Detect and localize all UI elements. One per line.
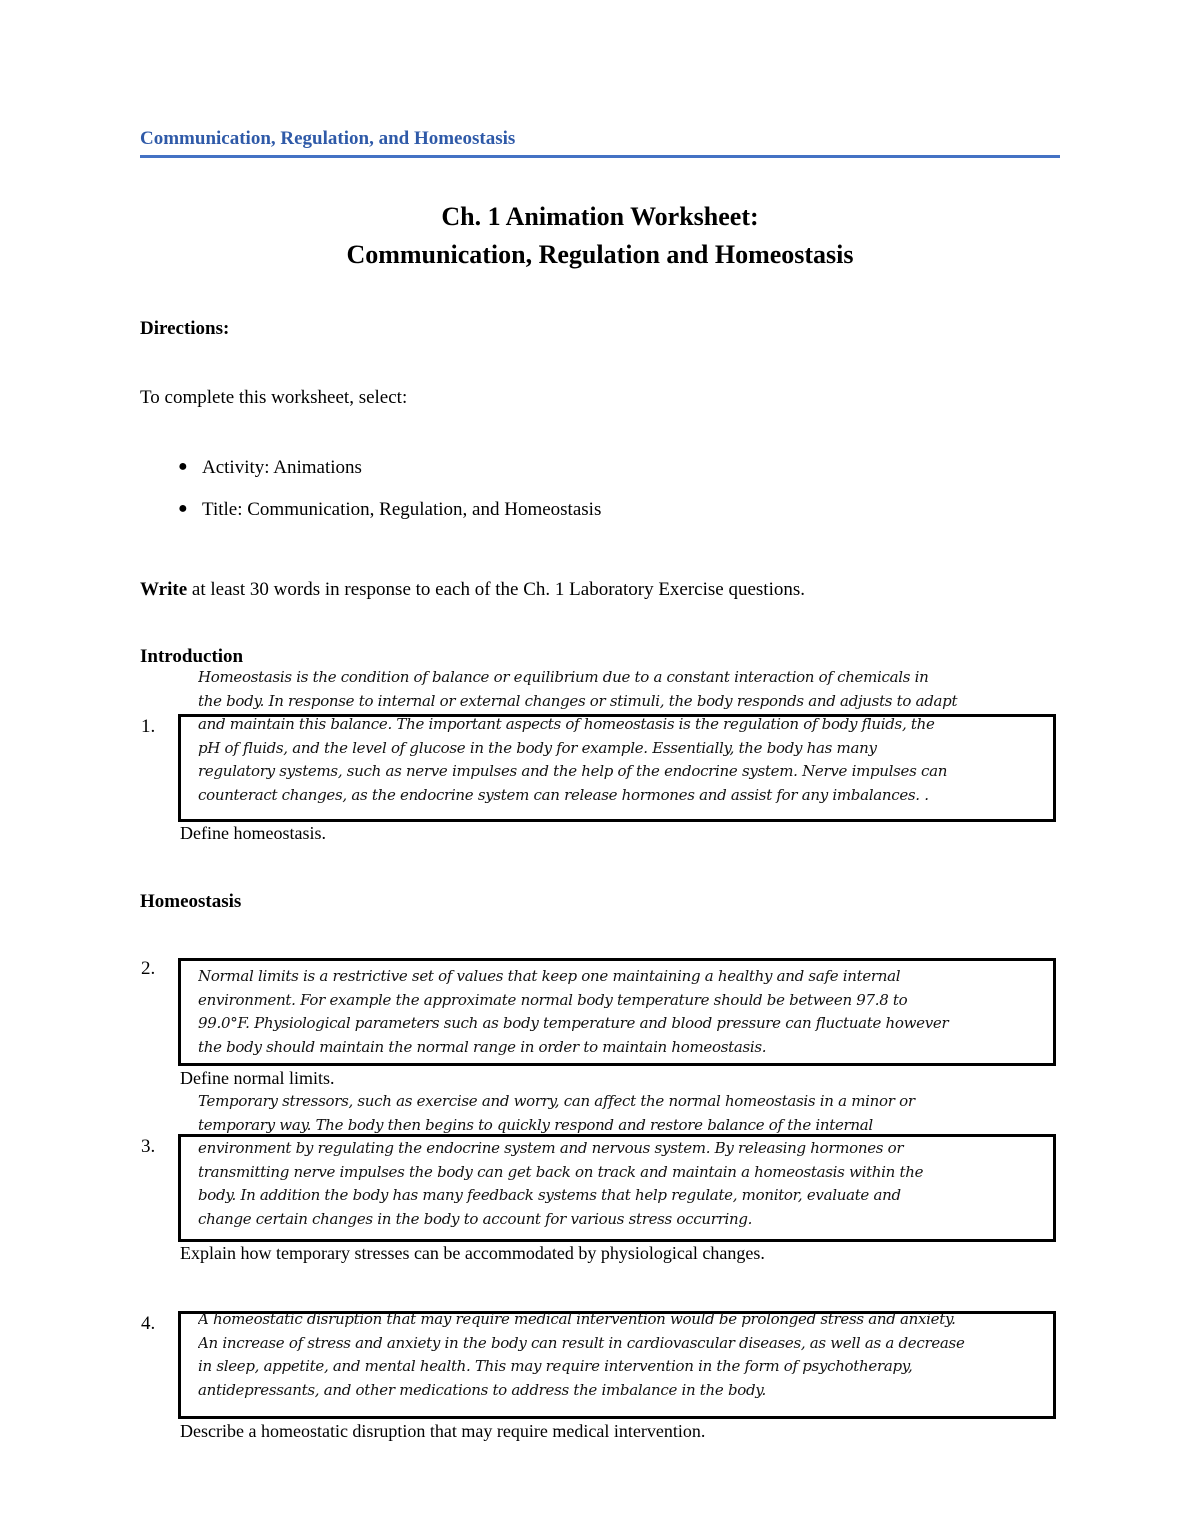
directions-bullet-list: [178, 457, 601, 541]
answer-line: in sleep, appetite, and mental health. This may require intervention in the form of psychotherapy,: [198, 1357, 913, 1375]
answer-text-4: [198, 1308, 1032, 1402]
question-prompt-2: Define normal limits.: [180, 1068, 335, 1088]
answer-line: transmitting nerve impulses the body can get back on track and maintain a homeostasis within the: [198, 1162, 924, 1181]
directions-intro: To complete this worksheet, select:: [140, 387, 408, 408]
write-bold: Write: [140, 579, 188, 600]
answer-line: and maintain this balance. The important aspects of homeostasis is the regulation of body fluids, the: [198, 715, 935, 733]
answer-line: the body should maintain the normal range in order to maintain homeostasis.: [198, 1037, 767, 1056]
question-number-1: 1.: [141, 716, 156, 737]
list-item: [178, 499, 601, 541]
answer-line: environment. For example the approximate normal body temperature should be between 97.8 to: [198, 990, 908, 1009]
title-line-1: Ch. 1 Animation Worksheet:: [441, 202, 759, 231]
title-line-2: Communication, Regulation and Homeostasis: [346, 240, 854, 269]
bullet-text: Title: Communication, Regulation, and Homeostasis: [202, 499, 602, 520]
answer-text-1: [198, 666, 1032, 807]
write-instruction: [140, 579, 805, 601]
answer-line: Temporary stressors, such as exercise and worry, can affect the normal homeostasis in a minor or: [198, 1092, 915, 1110]
answer-text-3: [198, 1090, 1032, 1231]
running-header: Communication, Regulation, and Homeostasis: [140, 128, 1060, 158]
answer-line: temporary way. The body then begins to quickly respond and restore balance of the internal: [198, 1115, 873, 1134]
answer-line: regulatory systems, such as nerve impulses and the help of the endocrine system. Nerve impulses can: [198, 762, 948, 780]
list-item: [178, 457, 601, 499]
question-number-2: 2.: [141, 958, 156, 979]
bullet-text: Activity: Animations: [202, 457, 362, 478]
question-number-4: 4.: [141, 1313, 156, 1334]
answer-line: An increase of stress and anxiety in the body can result in cardiovascular diseases, as well as a decrease: [198, 1333, 965, 1352]
question-prompt-3: Explain how temporary stresses can be accommodated by physiological changes.: [180, 1243, 765, 1263]
page-title: [0, 198, 1200, 274]
directions-label: Directions:: [140, 318, 230, 339]
answer-line: the body. In response to internal or external changes or stimuli, the body responds and adjusts to adapt: [198, 691, 958, 710]
answer-line: antidepressants, and other medications to address the imbalance in the body.: [198, 1380, 766, 1399]
answer-line: Normal limits is a restrictive set of values that keep one maintaining a healthy and safe internal: [198, 967, 901, 985]
section-heading-introduction: Introduction: [140, 646, 244, 667]
question-prompt-1: Define homeostasis.: [180, 823, 326, 843]
question-number-3: 3.: [141, 1136, 156, 1157]
answer-line: A homeostatic disruption that may require medical intervention would be prolonged stress and anxiety.: [198, 1310, 956, 1328]
answer-line: pH of fluids, and the level of glucose in the body for example. Essentially, the body has many: [198, 738, 877, 757]
answer-line: counteract changes, as the endocrine system can release hormones and assist for any imbalances. .: [198, 785, 929, 804]
bullet-icon: ●: [178, 500, 188, 517]
write-rest: at least 30 words in response to each of the Ch. 1 Laboratory Exercise questions.: [187, 579, 806, 600]
answer-line: change certain changes in the body to account for various stress occurring.: [198, 1209, 753, 1228]
bullet-icon: ●: [178, 458, 188, 475]
question-prompt-4: Describe a homeostatic disruption that may require medical intervention.: [180, 1421, 706, 1441]
answer-line: environment by regulating the endocrine system and nervous system. By releasing hormones or: [198, 1139, 904, 1157]
answer-line: 99.0°F. Physiological parameters such as body temperature and blood pressure can fluctuate however: [198, 1014, 949, 1032]
answer-line: body. In addition the body has many feedback systems that help regulate, monitor, evaluate and: [198, 1186, 901, 1204]
answer-line: Homeostasis is the condition of balance or equilibrium due to a constant interaction of chemicals in: [198, 668, 929, 686]
answer-text-2: [198, 965, 1032, 1059]
section-heading-homeostasis: Homeostasis: [140, 891, 242, 912]
